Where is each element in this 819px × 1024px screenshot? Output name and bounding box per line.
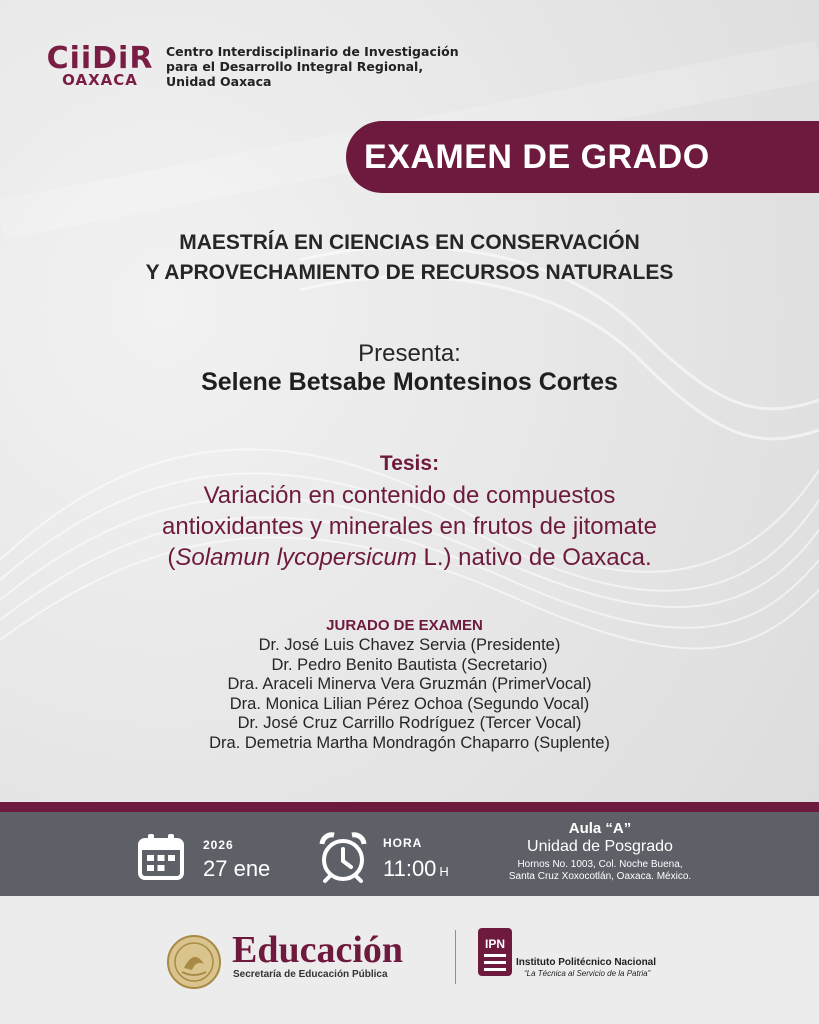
tesis-line2: antioxidantes y minerales en frutos de jitomate [162, 513, 657, 540]
tesis-label: Tesis: [379, 452, 440, 475]
program-line1: MAESTRÍA EN CIENCIAS EN CONSERVACIÓN [179, 231, 640, 254]
venue [480, 820, 720, 883]
program-line2: Y APROVECHAMIENTO DE RECURSOS NATURALES [145, 261, 674, 284]
mexico-seal-icon [166, 934, 222, 990]
hora-value [383, 856, 449, 882]
jurado-member: Dra. Araceli Minerva Vera Gruzmán (PrimerVocal) [227, 675, 592, 693]
jurado-heading: JURADO DE EXAMEN [326, 617, 483, 634]
event-info-bar [0, 812, 819, 896]
jurado-member: Dr. Pedro Benito Bautista (Secretario) [271, 655, 548, 674]
ipn-name: Instituto Politécnico Nacional [516, 957, 657, 968]
hora-label: HORA [383, 836, 423, 850]
institution-line2: para el Desarrollo Integral Regional, [166, 58, 424, 74]
alarm-clock-icon [318, 831, 368, 883]
presenta-label: Presenta: [358, 340, 461, 367]
program-title [0, 228, 819, 288]
venue-address-line2: Santa Cruz Xoxocotlán, Oaxaca. México. [508, 871, 692, 882]
jurado-member: Dra. Monica Lilian Pérez Ochoa (Segundo Vocal) [229, 694, 590, 713]
date-day: 27 ene [203, 856, 271, 881]
student-name: Selene Betsabe Montesinos Cortes [201, 368, 618, 396]
jurado-member: Dr. José Luis Chavez Servia (Presidente) [258, 636, 561, 654]
jurado-member: Dr. José Cruz Carrillo Rodríguez (Tercer Vocal) [237, 714, 582, 732]
venue-aula: Aula “A” [568, 820, 632, 837]
hora-unit: H [439, 864, 449, 879]
hora-time: 11:00 [383, 856, 437, 881]
tesis-line3-rest: L.) nativo de Oaxaca. [416, 544, 652, 571]
header [44, 40, 466, 92]
tesis-line1: Variación en contenido de compuestos [203, 482, 616, 509]
logo-line2: OAXACA [62, 71, 138, 89]
tesis-paren: ( [167, 544, 176, 571]
ipn-motto: “La Técnica al Servicio de la Patria” [524, 969, 651, 978]
venue-unidad: Unidad de Posgrado [527, 838, 673, 855]
species-name: Solamun lycopersicum [175, 544, 417, 571]
jurado-list [0, 636, 819, 753]
date-year: 2026 [203, 838, 234, 852]
logo-line1: CiiDiR [46, 41, 154, 76]
footer [0, 896, 819, 1024]
ipn-logo-text: IPN [484, 937, 506, 951]
ciidir-oaxaca-logo [44, 40, 156, 92]
educacion-subtitle: Secretaría de Educación Pública [233, 969, 388, 980]
venue-address-line1: Hornos No. 1003, Col. Noche Buena, [517, 859, 683, 870]
tesis-title [0, 480, 819, 573]
educacion-logo: Educación [232, 929, 404, 971]
ipn-logo-icon [476, 926, 514, 978]
calendar-icon [137, 833, 185, 881]
tesis-line3 [0, 542, 819, 573]
footer-divider [455, 930, 456, 984]
jurado-member: Dra. Demetria Martha Mondragón Chaparro (Suplente) [209, 733, 610, 752]
exam-banner: EXAMEN DE GRADO [346, 121, 819, 193]
institution-line3: Unidad Oaxaca [166, 73, 272, 89]
accent-stripe [0, 802, 819, 812]
institution-line1: Centro Interdisciplinario de Investigación [166, 43, 459, 59]
institution-name [166, 44, 466, 89]
